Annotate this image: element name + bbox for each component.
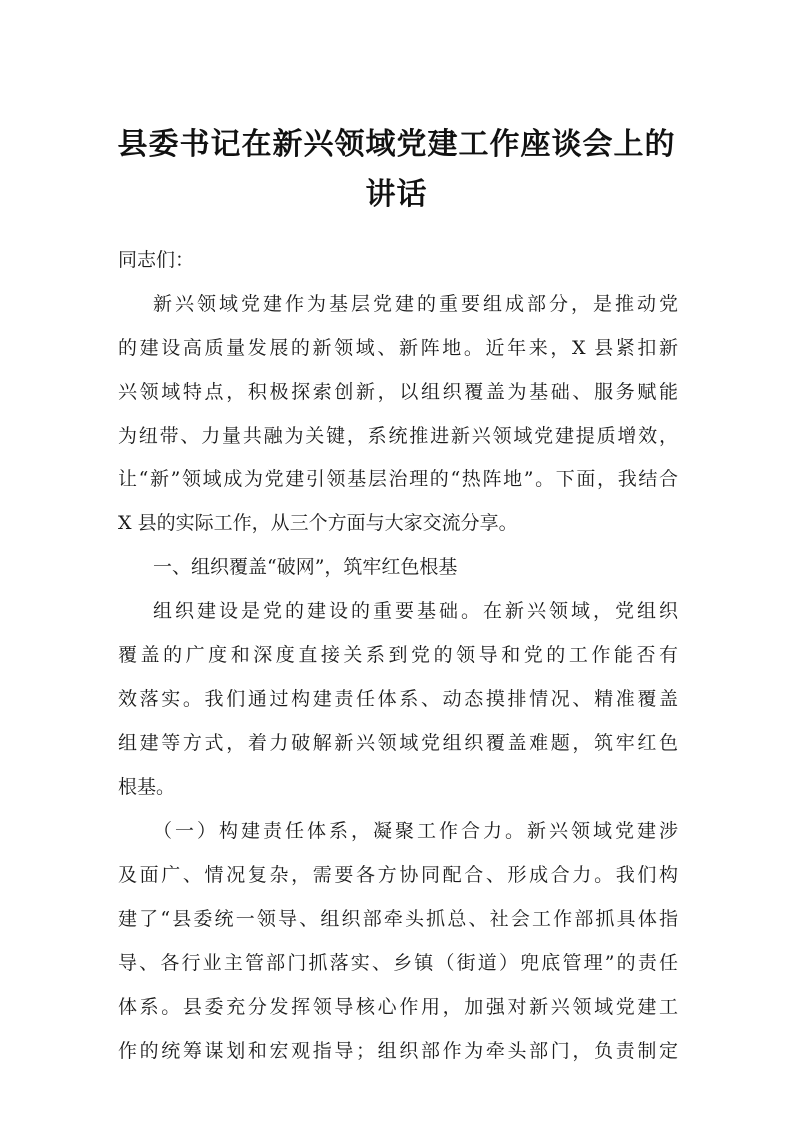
paragraph-line: 及面广、情况复杂，需要各方协同配合、形成合力。我们构 <box>118 864 678 886</box>
section-heading: 一、组织覆盖“破网”，筑牢红色根基 <box>153 556 458 578</box>
paragraph-line: 为纽带、力量共融为关键，系统推进新兴领域党建提质增效， <box>118 425 678 447</box>
paragraph-line: 覆盖的广度和深度直接关系到党的领导和党的工作能否有 <box>118 644 678 666</box>
paragraph-line: 根基。 <box>118 776 176 798</box>
document-title-line-1: 县委书记在新兴领域党建工作座谈会上的 <box>117 127 676 162</box>
paragraph-line: 作的统筹谋划和宏观指导；组织部作为牵头部门，负责制定 <box>118 1040 678 1062</box>
paragraph-line: 的建设高质量发展的新领域、新阵地。近年来，X 县紧扣新 <box>118 337 678 359</box>
paragraph-line: 让“新”领域成为党建引领基层治理的“热阵地”。下面，我结合 <box>118 468 678 490</box>
paragraph-line: （一）构建责任体系，凝聚工作合力。新兴领域党建涉 <box>153 820 678 842</box>
document-title-line-2: 讲话 <box>365 177 428 212</box>
salutation: 同志们： <box>118 249 195 271</box>
paragraph-line: 组建等方式，着力破解新兴领域党组织覆盖难题，筑牢红色 <box>118 732 678 754</box>
paragraph-line: 导、各行业主管部门抓落实、乡镇（街道）兜底管理”的责任 <box>118 952 678 974</box>
paragraph-line: 组织建设是党的建设的重要基础。在新兴领域，党组织 <box>153 600 678 622</box>
paragraph-line: X 县的实际工作，从三个方面与大家交流分享。 <box>118 512 518 534</box>
paragraph-line: 效落实。我们通过构建责任体系、动态摸排情况、精准覆盖 <box>118 688 678 710</box>
paragraph-line: 兴领域特点，积极探索创新，以组织覆盖为基础、服务赋能 <box>118 381 678 403</box>
paragraph-line: 体系。县委充分发挥领导核心作用，加强对新兴领域党建工 <box>118 996 678 1018</box>
paragraph-line: 新兴领域党建作为基层党建的重要组成部分，是推动党 <box>153 293 678 315</box>
paragraph-line: 建了“县委统一领导、组织部牵头抓总、社会工作部抓具体指 <box>118 908 678 930</box>
